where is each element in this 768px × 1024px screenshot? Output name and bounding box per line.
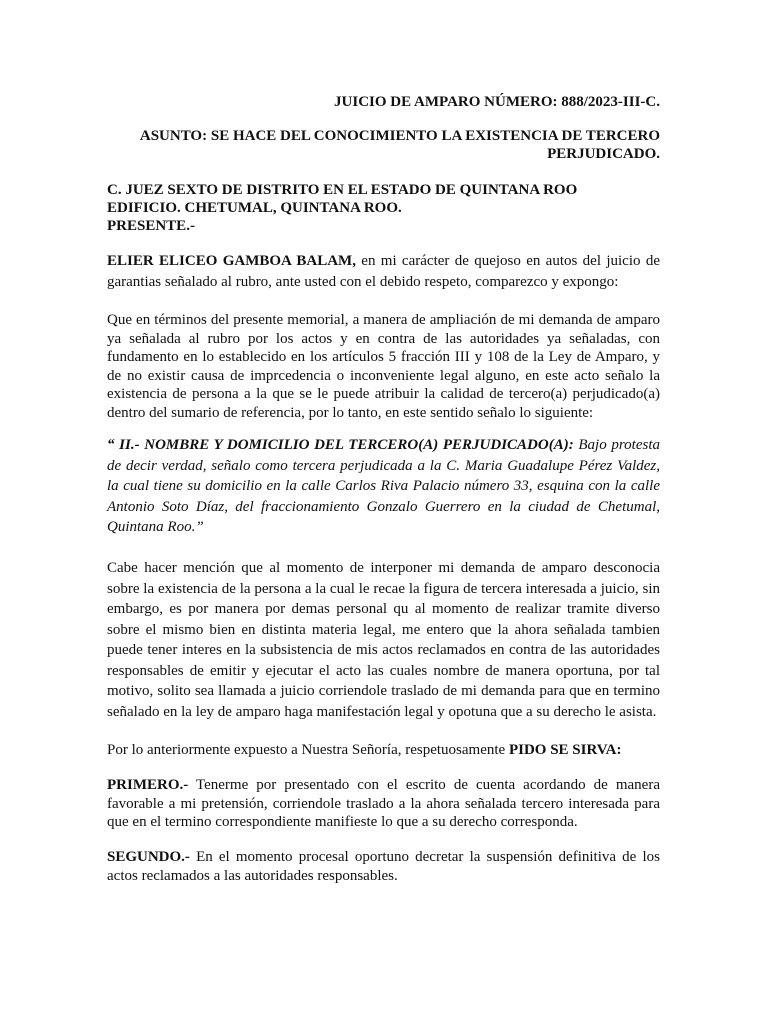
first-label: PRIMERO.- [107, 777, 189, 793]
quote-heading: “ II.- NOMBRE Y DOMICILIO DEL TERCERO(A) PERJUDICADO(A): [107, 437, 574, 453]
request-paragraph [107, 740, 660, 761]
case-number: JUICIO DE AMPARO NÚMERO: 888/2023-III-C. [334, 94, 660, 110]
addressee-building: EDIFICIO. CHETUMAL, QUINTANA ROO. [107, 200, 402, 216]
intro-text: en mi carácter de quejoso en autos del juicio de garantias señalado al rubro, ante usted con el debido respeto, comparezco y expongo: [107, 253, 660, 290]
body-paragraph-1: Que en términos del presente memorial, a manera de ampliación de mi demanda de amparo ya señalada al rubro por los actos y en contra de las autoridades ya señaladas, con fundamento en lo establecido en los artículos 5 fracción III y 108 de la Ley de Amparo, y de no existir causa de imprcedencia o inconveniente legal alguno, en este acto señalo la existencia de persona a la que se le puede atribuir la calidad de tercero(a) perjudicado(a) dentro del sumario de referencia, por lo tanto, en este sentido señalo lo siguiente: [107, 312, 660, 421]
request-text: Por lo anteriormente expuesto a Nuestra Señoría, respetuosamente [107, 742, 509, 758]
addressee-judge: C. JUEZ SEXTO DE DISTRITO EN EL ESTADO DE QUINTANA ROO [107, 182, 578, 198]
request-bold: PIDO SE SIRVA: [508, 742, 622, 758]
subject-line-1: ASUNTO: SE HACE DEL CONOCIMIENTO LA EXISTENCIA DE TERCERO [139, 128, 660, 144]
addressee-presente: PRESENTE.- [107, 218, 195, 234]
subject-heading [107, 127, 660, 163]
addressee-block [107, 181, 660, 235]
first-request [107, 776, 660, 832]
second-label: SEGUNDO.- [107, 849, 190, 865]
second-request [107, 848, 660, 885]
first-text: Tenerme por presentado con el escrito de cuenta acordando de manera favorable a mi pretensión, corriendole traslado a la ahora señalada tercero interesada para que en el termino correspondiente manifieste lo que a su derecho corresponda. [107, 777, 660, 830]
quoted-section [107, 435, 660, 538]
complainant-name: ELIER ELICEO GAMBOA BALAM, [107, 253, 356, 269]
second-text: En el momento procesal oportuno decretar la suspensión definitiva de los actos reclamados a las autoridades responsables. [107, 849, 660, 884]
body-paragraph-2: Cabe hacer mención que al momento de interponer mi demanda de amparo desconocia sobre la existencia de la persona a la cual le recae la figura de tercera interesada a juicio, sin embargo, es por manera por demas personal qu al momento de realizar tramite diverso sobre el mismo bien en distinta materia legal, me entero que la ahora señalada tambien puede tener interes en la subsistencia de mis actos reclamados en contra de las autoridades responsables de emitir y ejecutar el acto las cuales nombre de manera oportuna, por tal motivo, solito sea llamada a juicio corriendole traslado de mi demanda para que en termino señalado en la ley de amparo haga manifestación legal y opotuna que a su derecho le asista. [107, 560, 660, 720]
quote-text: Bajo protesta de decir verdad, señalo como tercera perjudicada a la C. Maria Guadalupe Pérez Valdez, la cual tiene su domicilio en la calle Carlos Riva Palacio número 33, esquina con la calle Antonio Soto Díaz, del fraccionamiento Gonzalo Guerrero en la ciudad de Chetumal, Quintana Roo.” [107, 437, 660, 535]
intro-paragraph [107, 251, 660, 292]
subject-line-2: PERJUDICADO. [547, 146, 660, 162]
